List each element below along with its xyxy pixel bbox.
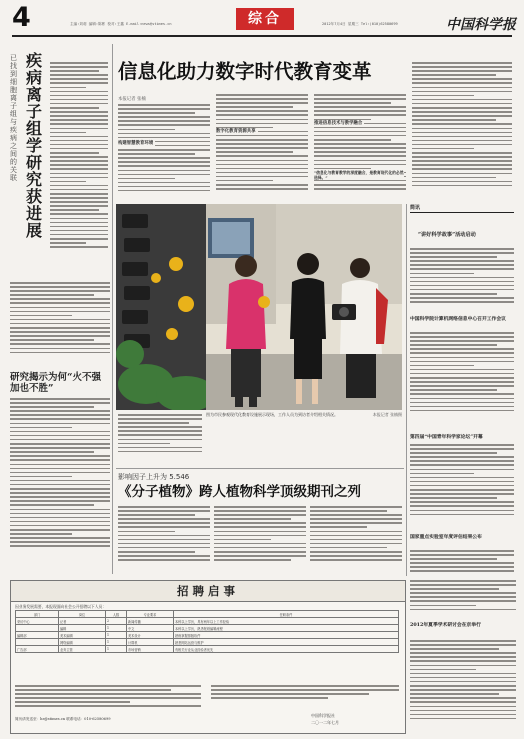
table-cell: 1 (106, 632, 127, 639)
table-cell: 业务主管 (59, 646, 106, 653)
table-cell: 1 (106, 646, 127, 653)
main-pull-quote: “信息化与教育教学的深度融合，是教育现代化的必然选择。” (314, 170, 404, 180)
page-header (0, 0, 524, 44)
sub-heading-3: 推进信息技术与教学融合 (314, 121, 363, 126)
header-left-meta: 主编:刘莉 编辑:陈彬 校对:王鑫 E-mail:news@stimes.cn (70, 22, 172, 26)
news-brief-body-3 (410, 444, 514, 530)
table-cell: 美术编辑 (59, 632, 106, 639)
table-row (16, 632, 399, 639)
left-article-title: 疾病离子组学研究获进展 (26, 51, 43, 240)
recruitment-col-header: 部门 (16, 611, 59, 618)
main-article-byline: 本报记者 张楠 (118, 97, 146, 102)
second-body-col2 (214, 506, 306, 572)
section-label: 综合 (248, 11, 282, 27)
second-article-kicker: 影响因子上升为 5.546 (118, 473, 190, 481)
main-body-col4 (412, 62, 512, 202)
table-cell: 采访中心 (16, 618, 59, 625)
sub-heading-1: 构建智慧教育环境 (118, 141, 154, 146)
news-brief-column (410, 204, 516, 576)
table-cell: 计算机 (127, 639, 174, 646)
second-article-rule (116, 468, 404, 469)
news-brief-item-4: 国家重点实验室年度评估结果公布 (410, 534, 482, 540)
table-cell: 广告部 (16, 646, 59, 653)
recruitment-signoff: 中国科学报社 (311, 713, 335, 718)
news-brief-item-3: 第四届“中国青年科学家论坛”开幕 (410, 434, 483, 440)
recruitment-box (10, 580, 406, 734)
header-rule (12, 35, 512, 37)
recruitment-notes-left (15, 685, 201, 719)
recruitment-contact: 简历请发送至：hr@stimes.cn 联系电话：010-62580699 (15, 717, 111, 721)
left-article-body-a (50, 62, 108, 276)
recruitment-intro: 因业务发展需要，本报现面向社会公开招聘以下人员： (15, 604, 107, 609)
recruitment-table-wrap (15, 610, 399, 653)
recruitment-title: 招聘启事 (177, 584, 239, 598)
news-brief-body-1 (410, 248, 514, 312)
table-cell: 本科以上学历，具有两年以上工作经验 (174, 618, 399, 625)
table-row (16, 625, 399, 632)
table-row (16, 639, 399, 646)
table-cell: 中文 (127, 625, 174, 632)
photo-credit: 本报记者 张楠摄 (372, 412, 402, 417)
news-brief-body-5 (410, 640, 516, 732)
main-body-col3 (314, 94, 406, 204)
column-divider-right (406, 204, 407, 576)
main-body-col2 (216, 94, 308, 204)
recruitment-col-header: 岗位 (59, 611, 106, 618)
photo-illustration (116, 204, 402, 410)
recruitment-table (15, 610, 399, 653)
table-cell: 记者 (59, 618, 106, 625)
table-row (16, 646, 399, 653)
main-article-title: 信息化助力数字时代教育变革 (118, 60, 372, 83)
table-cell: 编辑部 (16, 632, 59, 639)
table-cell: 市场营销 (127, 646, 174, 653)
left-article-subtitle: 已找到细胞离子组与疾病之间的关联 (10, 54, 17, 182)
table-cell (16, 639, 59, 646)
news-brief-body-5a (410, 580, 516, 620)
second-article-title: 《分子植物》跨人植物科学顶级期刊之列 (118, 484, 361, 500)
table-cell: 1 (106, 639, 127, 646)
left-article2-body (10, 398, 110, 568)
left-article-body-b (10, 282, 110, 362)
news-brief-item-1: “讲好科学故事”活动启动 (418, 232, 476, 238)
left-article2-title: 研究揭示为何“火不强加也不胜” (10, 372, 101, 394)
photo-caption (206, 412, 402, 417)
table-cell: 熟悉网站运营与维护 (174, 639, 399, 646)
page-number: 4 (12, 2, 31, 33)
second-body-col1 (118, 506, 210, 572)
main-body-col1 (118, 104, 210, 204)
sub-heading-2: 数字化教育资源共享 (216, 129, 256, 134)
table-cell (16, 625, 59, 632)
news-brief-item-2: 中国科学院计算机网络信息中心召开工作会议 (410, 316, 506, 322)
recruitment-notes-right (211, 685, 399, 709)
news-brief-label: 简讯 (410, 204, 514, 213)
news-brief-body-2 (410, 332, 514, 428)
photo-side-text (118, 414, 202, 464)
recruitment-col-header: 人数 (106, 611, 127, 618)
table-cell: 网络编辑 (59, 639, 106, 646)
table-row (16, 618, 399, 625)
recruitment-date: 二〇一二年七月 (311, 720, 339, 725)
photo-caption-text: 图为市民参观现代化教育设施展示现场，工作人员为到访者介绍相关情况。 (206, 412, 338, 417)
table-cell: 美术设计 (127, 632, 174, 639)
news-brief-body-4 (410, 550, 514, 576)
news-brief-item-5: 2012年夏季学术研讨会在京举行 (410, 622, 481, 628)
recruitment-col-header: 任职条件 (174, 611, 399, 618)
table-cell: 编辑 (59, 625, 106, 632)
second-body-col3 (310, 506, 402, 572)
recruitment-col-header: 专业要求 (127, 611, 174, 618)
main-photo (116, 204, 402, 410)
table-cell: 有相关行业从业经验者优先 (174, 646, 399, 653)
table-cell: 新闻传播 (127, 618, 174, 625)
table-cell: 熟练掌握排版软件 (174, 632, 399, 639)
column-divider-left (112, 44, 113, 574)
recruitment-header-row (16, 611, 399, 618)
header-right-meta: 2012年7月4日 星期三 Tel:(010)62580699 (322, 22, 398, 26)
masthead-logo: 中国科学报 (446, 17, 516, 33)
table-cell: 本科以上学历，熟悉报纸编辑流程 (174, 625, 399, 632)
table-cell: 2 (106, 618, 127, 625)
table-cell: 1 (106, 625, 127, 632)
